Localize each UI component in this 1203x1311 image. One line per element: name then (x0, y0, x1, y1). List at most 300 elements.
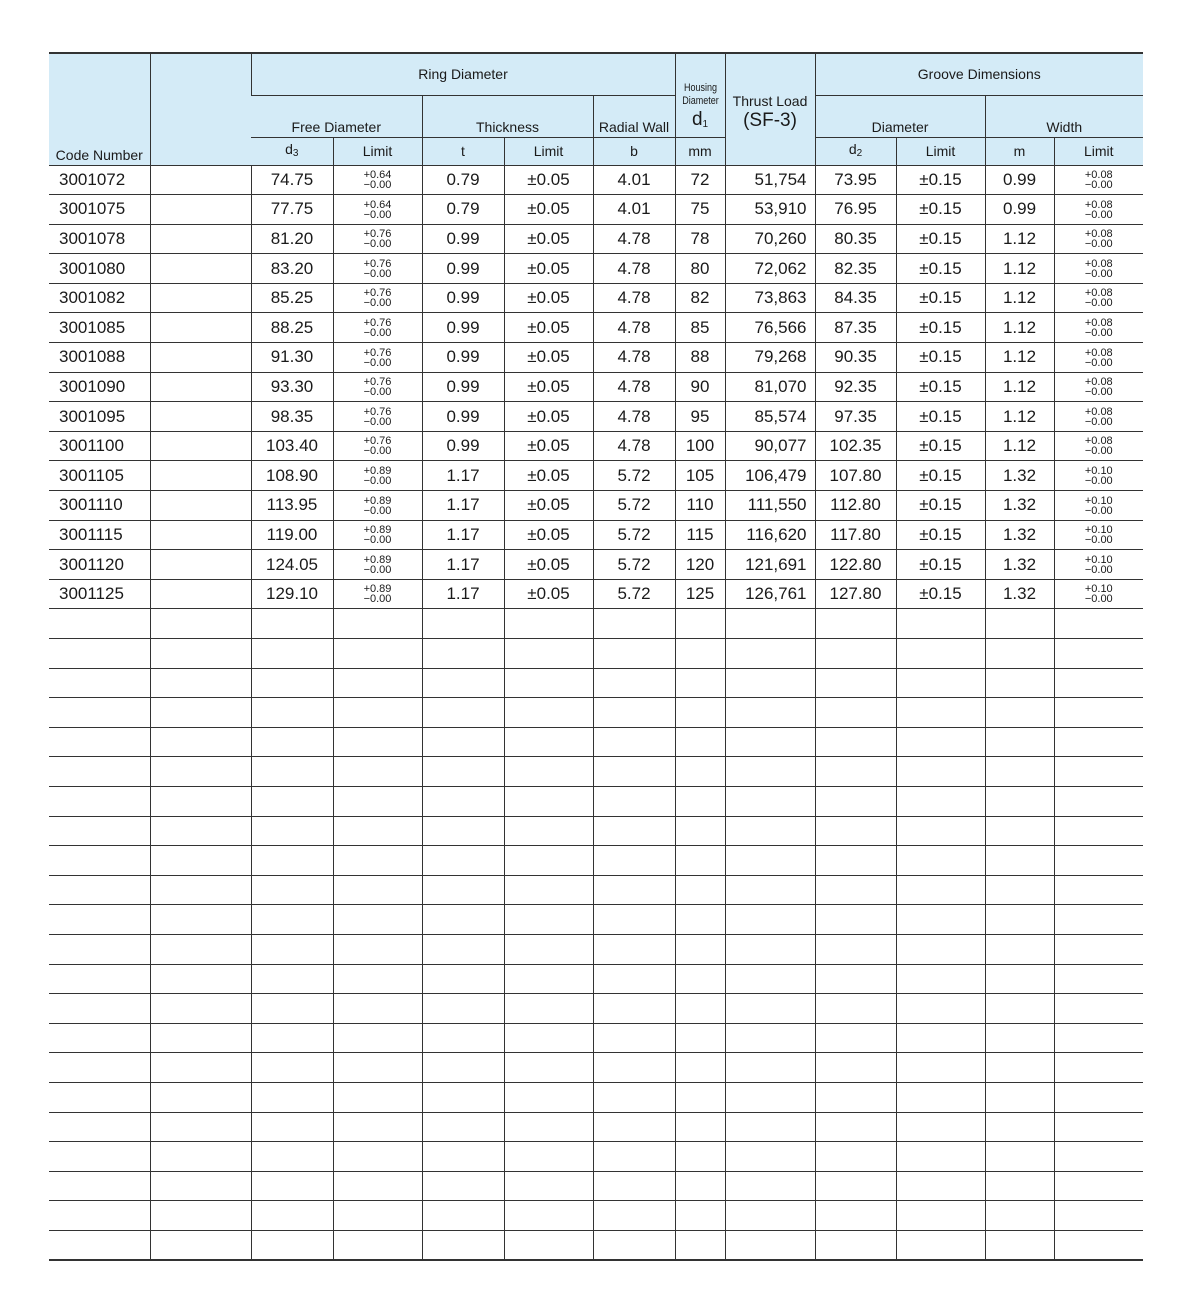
empty-cell (815, 639, 896, 669)
empty-cell (1054, 964, 1143, 994)
empty-cell (675, 1171, 725, 1201)
empty-cell (815, 698, 896, 728)
empty-cell (985, 668, 1054, 698)
free-diameter-cell: 103.40 (251, 431, 333, 461)
empty-row (49, 1023, 1143, 1053)
header-housing-symbol: $d_1$ (691, 109, 709, 130)
empty-cell (49, 964, 150, 994)
limit-upper: +0.89 (363, 494, 392, 507)
groove-width-limit-cell (1054, 579, 1143, 609)
limit-upper: +0.08 (1084, 317, 1113, 330)
groove-diameter-cell: 107.80 (815, 461, 896, 491)
header-width: Width (985, 95, 1143, 137)
radial-wall-cell: 4.78 (593, 402, 675, 432)
housing-diameter-cell: 72 (675, 165, 725, 195)
free-diameter-limit-cell (333, 224, 422, 254)
empty-cell (725, 668, 815, 698)
empty-cell (1054, 816, 1143, 846)
thrust-load-cell: 81,070 (725, 372, 815, 402)
limit-lower: −0.00 (1084, 534, 1113, 547)
empty-cell (593, 1201, 675, 1231)
groove-diameter-cell: 122.80 (815, 550, 896, 580)
groove-width-limit-cell (1054, 461, 1143, 491)
empty-cell (593, 609, 675, 639)
empty-cell (504, 1112, 593, 1142)
limit-stack (1085, 288, 1113, 308)
header-ring-diameter: Ring Diameter (251, 53, 675, 95)
limit-upper: +0.89 (363, 464, 392, 477)
free-diameter-cell: 74.75 (251, 165, 333, 195)
empty-cell (593, 934, 675, 964)
empty-cell (333, 1142, 422, 1172)
empty-cell (422, 1112, 504, 1142)
limit-lower: −0.00 (1084, 593, 1113, 606)
table-row (49, 520, 1143, 550)
housing-diameter-cell: 100 (675, 431, 725, 461)
empty-cell (1054, 1112, 1143, 1142)
blank-cell (150, 491, 251, 521)
empty-cell (725, 964, 815, 994)
empty-cell (150, 698, 251, 728)
empty-cell (504, 875, 593, 905)
empty-cell (504, 609, 593, 639)
limit-lower: −0.00 (363, 238, 392, 251)
free-diameter-limit-cell (333, 461, 422, 491)
header-m-symbol: m (985, 137, 1054, 165)
radial-wall-cell: 4.01 (593, 195, 675, 225)
empty-cell (150, 668, 251, 698)
empty-cell (675, 1201, 725, 1231)
limit-lower: −0.00 (363, 445, 392, 458)
empty-cell (49, 1082, 150, 1112)
groove-width-cell: 1.12 (985, 402, 1054, 432)
limit-stack (1085, 348, 1113, 368)
thickness-limit-cell: ±0.05 (504, 254, 593, 284)
empty-cell (251, 1053, 333, 1083)
empty-cell (150, 964, 251, 994)
empty-cell (896, 727, 985, 757)
empty-cell (815, 1023, 896, 1053)
code-number-cell: 3001110 (49, 491, 150, 521)
empty-cell (1054, 727, 1143, 757)
empty-cell (725, 1023, 815, 1053)
free-diameter-cell: 83.20 (251, 254, 333, 284)
empty-cell (725, 698, 815, 728)
empty-cell (1054, 1053, 1143, 1083)
limit-stack (364, 348, 392, 368)
table-row (49, 313, 1143, 343)
empty-cell (815, 994, 896, 1024)
blank-cell (150, 224, 251, 254)
empty-cell (675, 698, 725, 728)
groove-width-limit-cell (1054, 165, 1143, 195)
empty-cell (896, 668, 985, 698)
thickness-cell: 1.17 (422, 550, 504, 580)
empty-cell (422, 727, 504, 757)
empty-cell (1054, 1201, 1143, 1231)
empty-cell (815, 609, 896, 639)
limit-stack (364, 525, 392, 545)
header-housing-unit: mm (675, 137, 725, 165)
empty-cell (150, 1142, 251, 1172)
groove-diameter-limit-cell: ±0.15 (896, 461, 985, 491)
empty-cell (1054, 786, 1143, 816)
limit-stack (364, 436, 392, 456)
empty-cell (593, 1082, 675, 1112)
empty-cell (504, 1142, 593, 1172)
header-d3-symbol: $d_3$ (251, 137, 333, 165)
empty-cell (422, 1201, 504, 1231)
limit-stack (1085, 496, 1113, 516)
limit-upper: +0.76 (363, 287, 392, 300)
empty-cell (504, 905, 593, 935)
thickness-cell: 0.99 (422, 224, 504, 254)
empty-cell (49, 609, 150, 639)
free-diameter-limit-cell (333, 372, 422, 402)
header-blank (150, 53, 251, 165)
empty-cell (725, 1230, 815, 1260)
free-diameter-limit-cell (333, 550, 422, 580)
groove-diameter-cell: 92.35 (815, 372, 896, 402)
empty-cell (725, 994, 815, 1024)
code-number-cell: 3001082 (49, 283, 150, 313)
empty-cell (725, 1053, 815, 1083)
groove-diameter-limit-cell: ±0.15 (896, 431, 985, 461)
empty-cell (150, 1023, 251, 1053)
empty-cell (725, 639, 815, 669)
empty-cell (675, 875, 725, 905)
limit-lower: −0.00 (1084, 327, 1113, 340)
empty-cell (896, 846, 985, 876)
empty-cell (815, 964, 896, 994)
empty-cell (1054, 994, 1143, 1024)
empty-cell (593, 816, 675, 846)
empty-cell (504, 698, 593, 728)
empty-row (49, 1053, 1143, 1083)
empty-cell (725, 816, 815, 846)
groove-width-limit-cell (1054, 224, 1143, 254)
limit-lower: −0.00 (363, 415, 392, 428)
radial-wall-cell: 5.72 (593, 579, 675, 609)
empty-cell (251, 786, 333, 816)
empty-cell (896, 1082, 985, 1112)
empty-cell (896, 757, 985, 787)
empty-cell (49, 1201, 150, 1231)
empty-cell (1054, 1023, 1143, 1053)
groove-width-cell: 0.99 (985, 165, 1054, 195)
empty-cell (251, 1023, 333, 1053)
free-diameter-cell: 98.35 (251, 402, 333, 432)
empty-cell (422, 934, 504, 964)
thrust-load-cell: 70,260 (725, 224, 815, 254)
free-diameter-limit-cell (333, 579, 422, 609)
code-number-cell: 3001095 (49, 402, 150, 432)
empty-cell (725, 727, 815, 757)
empty-cell (251, 964, 333, 994)
empty-cell (150, 875, 251, 905)
empty-cell (49, 875, 150, 905)
thickness-limit-cell: ±0.05 (504, 520, 593, 550)
groove-diameter-cell: 87.35 (815, 313, 896, 343)
limit-stack (364, 407, 392, 427)
empty-cell (251, 609, 333, 639)
radial-wall-cell: 4.78 (593, 431, 675, 461)
limit-lower: −0.00 (363, 179, 392, 192)
empty-cell (985, 905, 1054, 935)
groove-width-limit-cell (1054, 195, 1143, 225)
housing-diameter-cell: 88 (675, 343, 725, 373)
blank-cell (150, 313, 251, 343)
free-diameter-cell: 93.30 (251, 372, 333, 402)
free-diameter-cell: 129.10 (251, 579, 333, 609)
limit-stack (364, 170, 392, 190)
empty-cell (896, 1201, 985, 1231)
empty-cell (1054, 846, 1143, 876)
radial-wall-cell: 4.01 (593, 165, 675, 195)
thickness-cell: 0.79 (422, 165, 504, 195)
housing-diameter-cell: 78 (675, 224, 725, 254)
header-radial-wall: Radial Wall (593, 95, 675, 137)
table-row (49, 343, 1143, 373)
empty-cell (504, 1053, 593, 1083)
groove-width-limit-cell (1054, 402, 1143, 432)
limit-lower: −0.00 (363, 504, 392, 517)
empty-cell (504, 1201, 593, 1231)
thrust-load-cell: 72,062 (725, 254, 815, 284)
empty-cell (504, 816, 593, 846)
empty-cell (985, 1230, 1054, 1260)
blank-cell (150, 372, 251, 402)
free-diameter-limit-cell (333, 165, 422, 195)
empty-cell (150, 994, 251, 1024)
empty-cell (593, 786, 675, 816)
empty-cell (725, 934, 815, 964)
empty-cell (675, 846, 725, 876)
empty-row (49, 905, 1143, 935)
thickness-limit-cell: ±0.05 (504, 372, 593, 402)
empty-cell (504, 727, 593, 757)
limit-upper: +0.08 (1084, 228, 1113, 241)
groove-diameter-limit-cell: ±0.15 (896, 550, 985, 580)
groove-diameter-limit-cell: ±0.15 (896, 224, 985, 254)
empty-cell (725, 1171, 815, 1201)
blank-cell (150, 343, 251, 373)
empty-cell (593, 757, 675, 787)
empty-cell (1054, 934, 1143, 964)
header-d3-limit: Limit (333, 137, 422, 165)
groove-diameter-cell: 76.95 (815, 195, 896, 225)
header-d2-symbol: $d_2$ (815, 137, 896, 165)
blank-cell (150, 165, 251, 195)
empty-cell (593, 698, 675, 728)
limit-upper: +0.10 (1084, 494, 1113, 507)
groove-diameter-cell: 97.35 (815, 402, 896, 432)
empty-cell (504, 757, 593, 787)
limit-lower: −0.00 (1084, 179, 1113, 192)
empty-cell (815, 1082, 896, 1112)
empty-cell (985, 1171, 1054, 1201)
empty-cell (150, 1053, 251, 1083)
groove-diameter-limit-cell: ±0.15 (896, 402, 985, 432)
empty-cell (593, 668, 675, 698)
empty-cell (251, 846, 333, 876)
empty-cell (333, 816, 422, 846)
empty-cell (251, 875, 333, 905)
empty-cell (985, 964, 1054, 994)
thickness-cell: 1.17 (422, 579, 504, 609)
empty-cell (422, 875, 504, 905)
empty-cell (725, 875, 815, 905)
groove-diameter-cell: 112.80 (815, 491, 896, 521)
header-b-symbol: b (593, 137, 675, 165)
limit-upper: +0.08 (1084, 405, 1113, 418)
limit-lower: −0.00 (363, 267, 392, 280)
free-diameter-limit-cell (333, 254, 422, 284)
empty-cell (896, 698, 985, 728)
free-diameter-limit-cell (333, 431, 422, 461)
table-row (49, 165, 1143, 195)
limit-upper: +0.64 (363, 169, 392, 182)
thrust-load-cell: 73,863 (725, 283, 815, 313)
empty-cell (1054, 757, 1143, 787)
blank-cell (150, 402, 251, 432)
limit-upper: +0.10 (1084, 583, 1113, 596)
ring-spec-table (49, 52, 1143, 1261)
free-diameter-cell: 77.75 (251, 195, 333, 225)
limit-lower: −0.00 (363, 386, 392, 399)
empty-cell (333, 609, 422, 639)
limit-stack (364, 377, 392, 397)
thickness-limit-cell: ±0.05 (504, 491, 593, 521)
header-groove-dimensions: Groove Dimensions (815, 53, 1143, 95)
thickness-cell: 1.17 (422, 461, 504, 491)
limit-lower: −0.00 (363, 327, 392, 340)
thickness-cell: 0.99 (422, 402, 504, 432)
empty-cell (593, 1023, 675, 1053)
empty-cell (422, 1230, 504, 1260)
limit-stack (1085, 555, 1113, 575)
empty-cell (675, 1053, 725, 1083)
groove-diameter-cell: 90.35 (815, 343, 896, 373)
groove-diameter-limit-cell: ±0.15 (896, 283, 985, 313)
radial-wall-cell: 4.78 (593, 224, 675, 254)
empty-cell (422, 846, 504, 876)
empty-cell (422, 816, 504, 846)
thickness-cell: 0.99 (422, 343, 504, 373)
limit-stack (364, 288, 392, 308)
empty-cell (985, 1082, 1054, 1112)
radial-wall-cell: 5.72 (593, 550, 675, 580)
groove-diameter-cell: 117.80 (815, 520, 896, 550)
empty-row (49, 786, 1143, 816)
empty-cell (49, 816, 150, 846)
empty-cell (815, 875, 896, 905)
blank-cell (150, 520, 251, 550)
blank-cell (150, 283, 251, 313)
empty-cell (985, 1112, 1054, 1142)
empty-cell (985, 846, 1054, 876)
empty-row (49, 1171, 1143, 1201)
empty-cell (504, 639, 593, 669)
empty-cell (333, 1112, 422, 1142)
radial-wall-cell: 4.78 (593, 254, 675, 284)
free-diameter-limit-cell (333, 402, 422, 432)
groove-diameter-limit-cell: ±0.15 (896, 165, 985, 195)
limit-lower: −0.00 (1084, 504, 1113, 517)
groove-width-limit-cell (1054, 491, 1143, 521)
thickness-limit-cell: ±0.05 (504, 313, 593, 343)
empty-cell (150, 1171, 251, 1201)
header-housing-word1: Housing (683, 82, 717, 94)
limit-lower: −0.00 (1084, 563, 1113, 576)
empty-cell (150, 1082, 251, 1112)
groove-width-limit-cell (1054, 372, 1143, 402)
limit-lower: −0.00 (363, 593, 392, 606)
empty-cell (896, 994, 985, 1024)
empty-cell (1054, 1230, 1143, 1260)
header-thrust-load-label: Thrust Load (732, 93, 808, 109)
limit-upper: +0.08 (1084, 257, 1113, 270)
free-diameter-cell: 113.95 (251, 491, 333, 521)
thrust-load-cell: 53,910 (725, 195, 815, 225)
empty-cell (333, 668, 422, 698)
thickness-limit-cell: ±0.05 (504, 283, 593, 313)
limit-lower: −0.00 (1084, 445, 1113, 458)
free-diameter-cell: 81.20 (251, 224, 333, 254)
empty-cell (896, 934, 985, 964)
empty-cell (49, 668, 150, 698)
empty-cell (49, 905, 150, 935)
empty-cell (422, 1053, 504, 1083)
empty-cell (675, 639, 725, 669)
code-number-cell: 3001100 (49, 431, 150, 461)
empty-cell (49, 1112, 150, 1142)
thickness-limit-cell: ±0.05 (504, 224, 593, 254)
empty-cell (150, 757, 251, 787)
thrust-load-cell: 106,479 (725, 461, 815, 491)
limit-upper: +0.89 (363, 553, 392, 566)
thickness-cell: 1.17 (422, 491, 504, 521)
empty-row (49, 698, 1143, 728)
header-thrust-load (725, 53, 815, 165)
table-row (49, 402, 1143, 432)
empty-cell (422, 639, 504, 669)
thickness-limit-cell: ±0.05 (504, 402, 593, 432)
empty-cell (725, 786, 815, 816)
empty-cell (593, 727, 675, 757)
empty-cell (504, 1171, 593, 1201)
empty-cell (985, 816, 1054, 846)
empty-cell (422, 964, 504, 994)
limit-lower: −0.00 (363, 356, 392, 369)
empty-cell (815, 757, 896, 787)
empty-row (49, 668, 1143, 698)
empty-cell (251, 757, 333, 787)
empty-cell (49, 846, 150, 876)
blank-cell (150, 579, 251, 609)
empty-cell (251, 727, 333, 757)
empty-cell (985, 1201, 1054, 1231)
limit-lower: −0.00 (363, 563, 392, 576)
empty-cell (150, 786, 251, 816)
empty-cell (815, 727, 896, 757)
table-row (49, 372, 1143, 402)
groove-width-cell: 0.99 (985, 195, 1054, 225)
empty-cell (815, 1112, 896, 1142)
limit-lower: −0.00 (1084, 474, 1113, 487)
empty-cell (1054, 609, 1143, 639)
empty-cell (251, 905, 333, 935)
